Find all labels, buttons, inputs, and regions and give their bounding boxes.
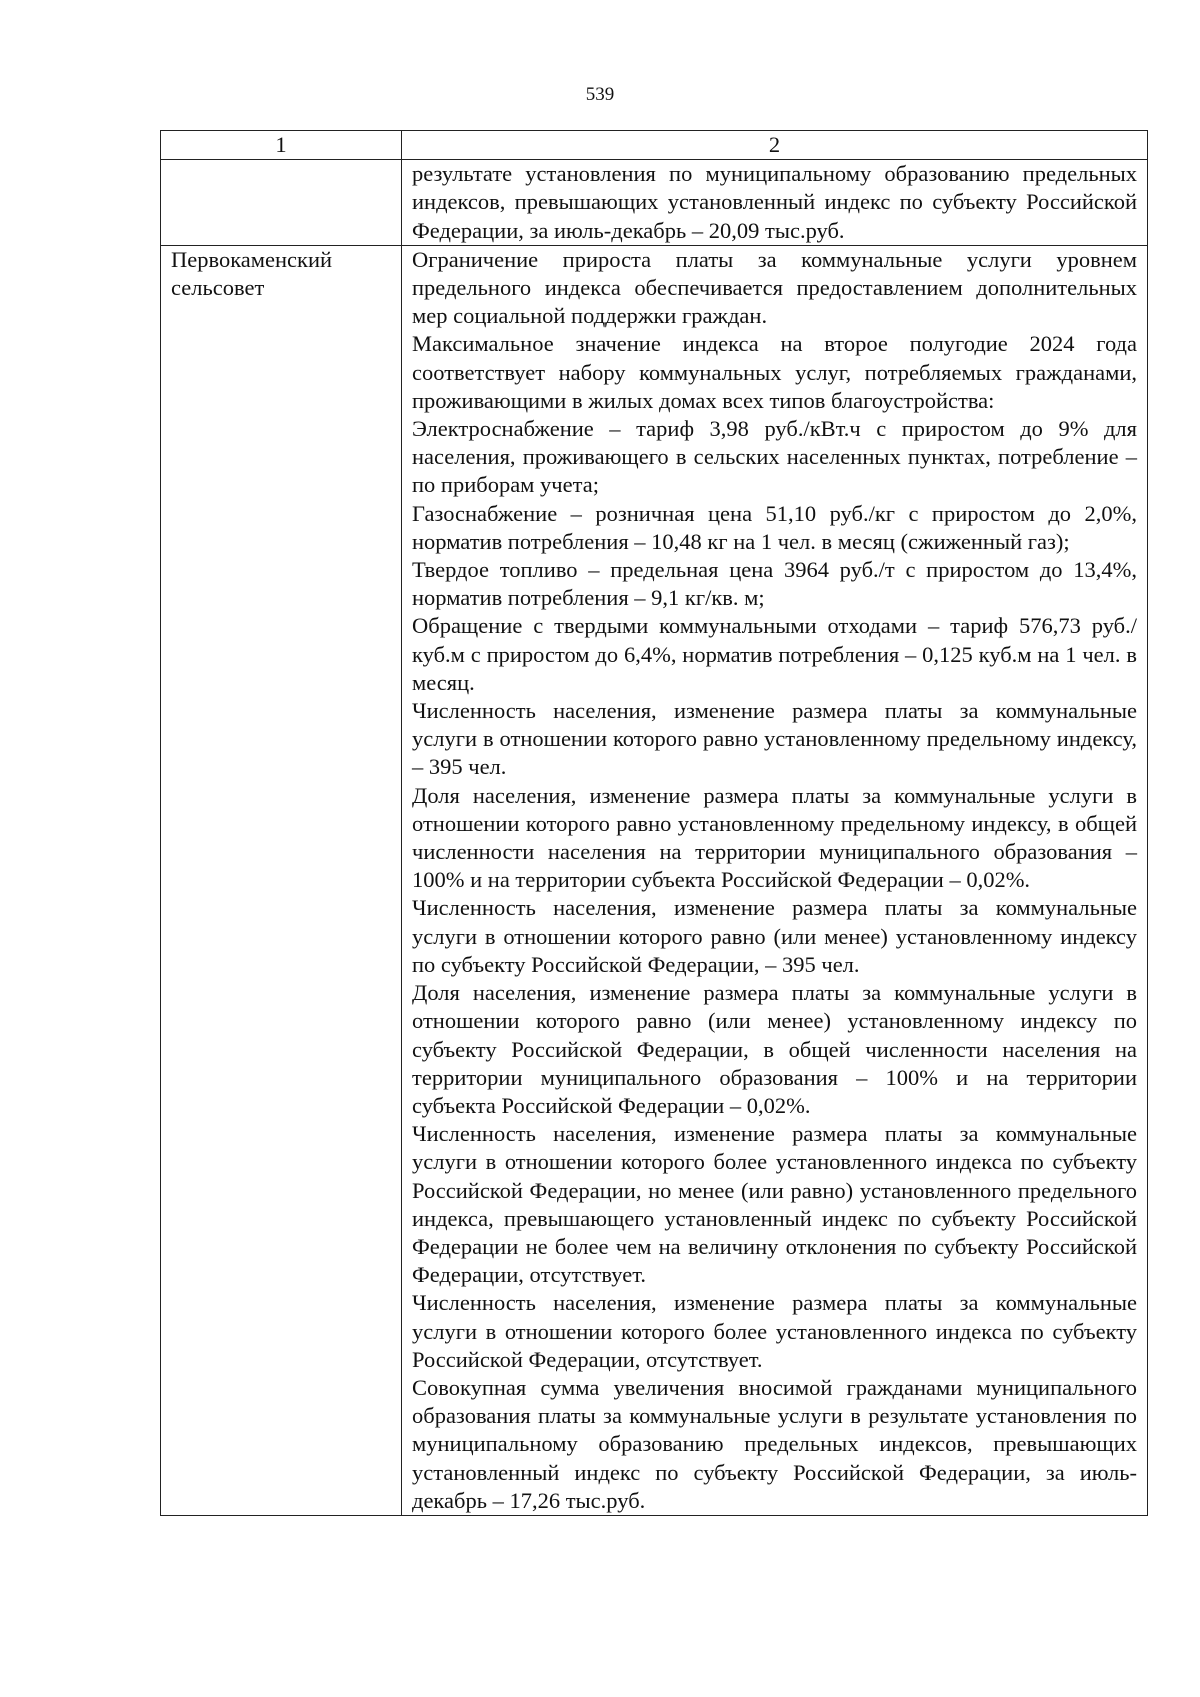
description-paragraph: результате установления по муниципальному образованию предельных индексов, превышающих установленный индекс по субъекту Российской Федерации, за июль-декабрь – 20,09 тыс.руб. — [412, 161, 1137, 243]
description-paragraph: Обращение с твердыми коммунальными отходами – тариф 576,73 руб./куб.м с приростом до 6,4%, норматив потребления – 0,125 куб.м на 1 чел. в месяц. — [412, 613, 1137, 695]
column-header-2: 2 — [402, 131, 1148, 160]
municipality-name-line: Первокаменский — [171, 246, 333, 272]
description-cell — [402, 160, 1148, 246]
description-paragraph: Доля населения, изменение размера платы за коммунальные услуги в отношении которого равно установленному предельному индексу, в общей численности населения на территории муниципального образования – 100% и на территории субъекта Российской Федерации – 0,02%. — [412, 782, 1137, 893]
municipality-name-line: сельсовет — [171, 275, 265, 301]
description-paragraph: Численность населения, изменение размера платы за коммунальные услуги в отношении которого равно установленному предельному индексу, – 395 чел. — [412, 698, 1137, 780]
description-paragraph: Численность населения, изменение размера платы за коммунальные услуги в отношении которого более установленного индекса по субъекту Российской Федерации, но менее (или равно) установленного предельного индекса, превышающего установленный индекс по субъекту Российской Федерации не более чем на величину отклонения по субъекту Российской Федерации, отсутствует. — [412, 1121, 1137, 1288]
description-paragraph: Совокупная сумма увеличения вносимой гражданами муниципального образования платы за коммунальные услуги в результате установления по муниципальному образованию предельных индексов, превышающих установленный индекс по субъекту Российской Федерации, за июль-декабрь – 17,26 тыс.руб. — [412, 1374, 1137, 1513]
municipality-cell — [161, 245, 402, 1515]
description-paragraph: Газоснабжение – розничная цена 51,10 руб./кг с приростом до 2,0%, норматив потребления – 10,48 кг на 1 чел. в месяц (сжиженный газ); — [412, 500, 1137, 554]
description-paragraph: Максимальное значение индекса на второе полугодие 2024 года соответствует набору коммунальных услуг, потребляемых гражданами, проживающими в жилых домах всех типов благоустройства: — [412, 331, 1137, 413]
description-paragraph: Численность населения, изменение размера платы за коммунальные услуги в отношении которого равно (или менее) установленному индексу по субъекту Российской Федерации, – 395 чел. — [412, 895, 1137, 977]
description-paragraph: Доля населения, изменение размера платы за коммунальные услуги в отношении которого равно (или менее) установленному индексу по субъекту Российской Федерации, в общей численности населения на территории муниципального образования – 100% и на территории субъекта Российской Федерации – 0,02%. — [412, 980, 1137, 1118]
description-paragraph: Электроснабжение – тариф 3,98 руб./кВт.ч с приростом до 9% для населения, проживающего в сельских населенных пунктах, потребление – по приборам учета; — [412, 416, 1137, 498]
column-header-1: 1 — [161, 131, 402, 160]
table-row — [161, 245, 1148, 1515]
description-paragraph: Твердое топливо – предельная цена 3964 руб./т с приростом до 13,4%, норматив потребления – 9,1 кг/кв. м; — [412, 557, 1137, 611]
description-paragraph: Численность населения, изменение размера платы за коммунальные услуги в отношении которого более установленного индекса по субъекту Российской Федерации, отсутствует. — [412, 1290, 1137, 1372]
page-number: 539 — [585, 84, 615, 105]
description-paragraph: Ограничение прироста платы за коммунальные услуги уровнем предельного индекса обеспечивается предоставлением дополнительных мер социальной поддержки граждан. — [412, 246, 1137, 329]
table-header-row — [161, 131, 1148, 160]
municipality-cell — [161, 160, 402, 246]
document-table — [160, 130, 1148, 1516]
description-cell — [402, 245, 1148, 1515]
table-row — [161, 160, 1148, 246]
